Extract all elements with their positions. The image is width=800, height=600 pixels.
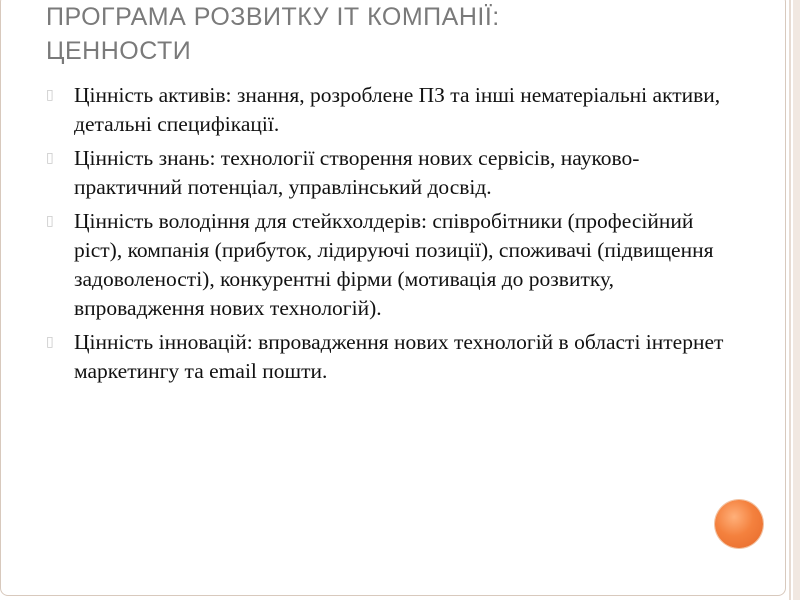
bullet-text: Цінність володіння для стейкхолдерів: співробітники (професійний ріст), компанія (прибуток, лідируючі позиції), споживачі (підвищення задоволеності), конкурентні фірми (мотивація до розвитку, впровадження нових технологій).: [74, 209, 714, 320]
bullet-item: [44, 81, 744, 139]
right-decorative-stripe: [786, 0, 800, 600]
bullet-item: [44, 328, 744, 386]
bullet-icon: ▯: [46, 150, 54, 166]
bullet-text: Цінність знань: технології створення нових сервісів, науково-практичний потенціал, управлінський досвід.: [74, 146, 640, 199]
slide-title: [46, 0, 766, 68]
slide-title-line-2: ЦЕННОСТИ: [46, 37, 192, 65]
bullet-list: [44, 81, 744, 391]
orange-circle-icon: [715, 500, 763, 548]
bullet-item: [44, 207, 744, 323]
slide-title-line-1: ПРОГРАМА РОЗВИТКУ ІТ КОМПАНІЇ:: [46, 3, 500, 31]
bullet-icon: ▯: [46, 334, 54, 350]
bullet-text: Цінність інновацій: впровадження нових технологій в області інтернет маркетингу та email пошти.: [74, 330, 724, 383]
bullet-icon: ▯: [46, 213, 54, 229]
bullet-icon: ▯: [46, 87, 54, 103]
bullet-item: [44, 144, 744, 202]
bullet-text: Цінність активів: знання, розроблене ПЗ та інші нематеріальні активи, детальні специфікації.: [74, 83, 721, 136]
